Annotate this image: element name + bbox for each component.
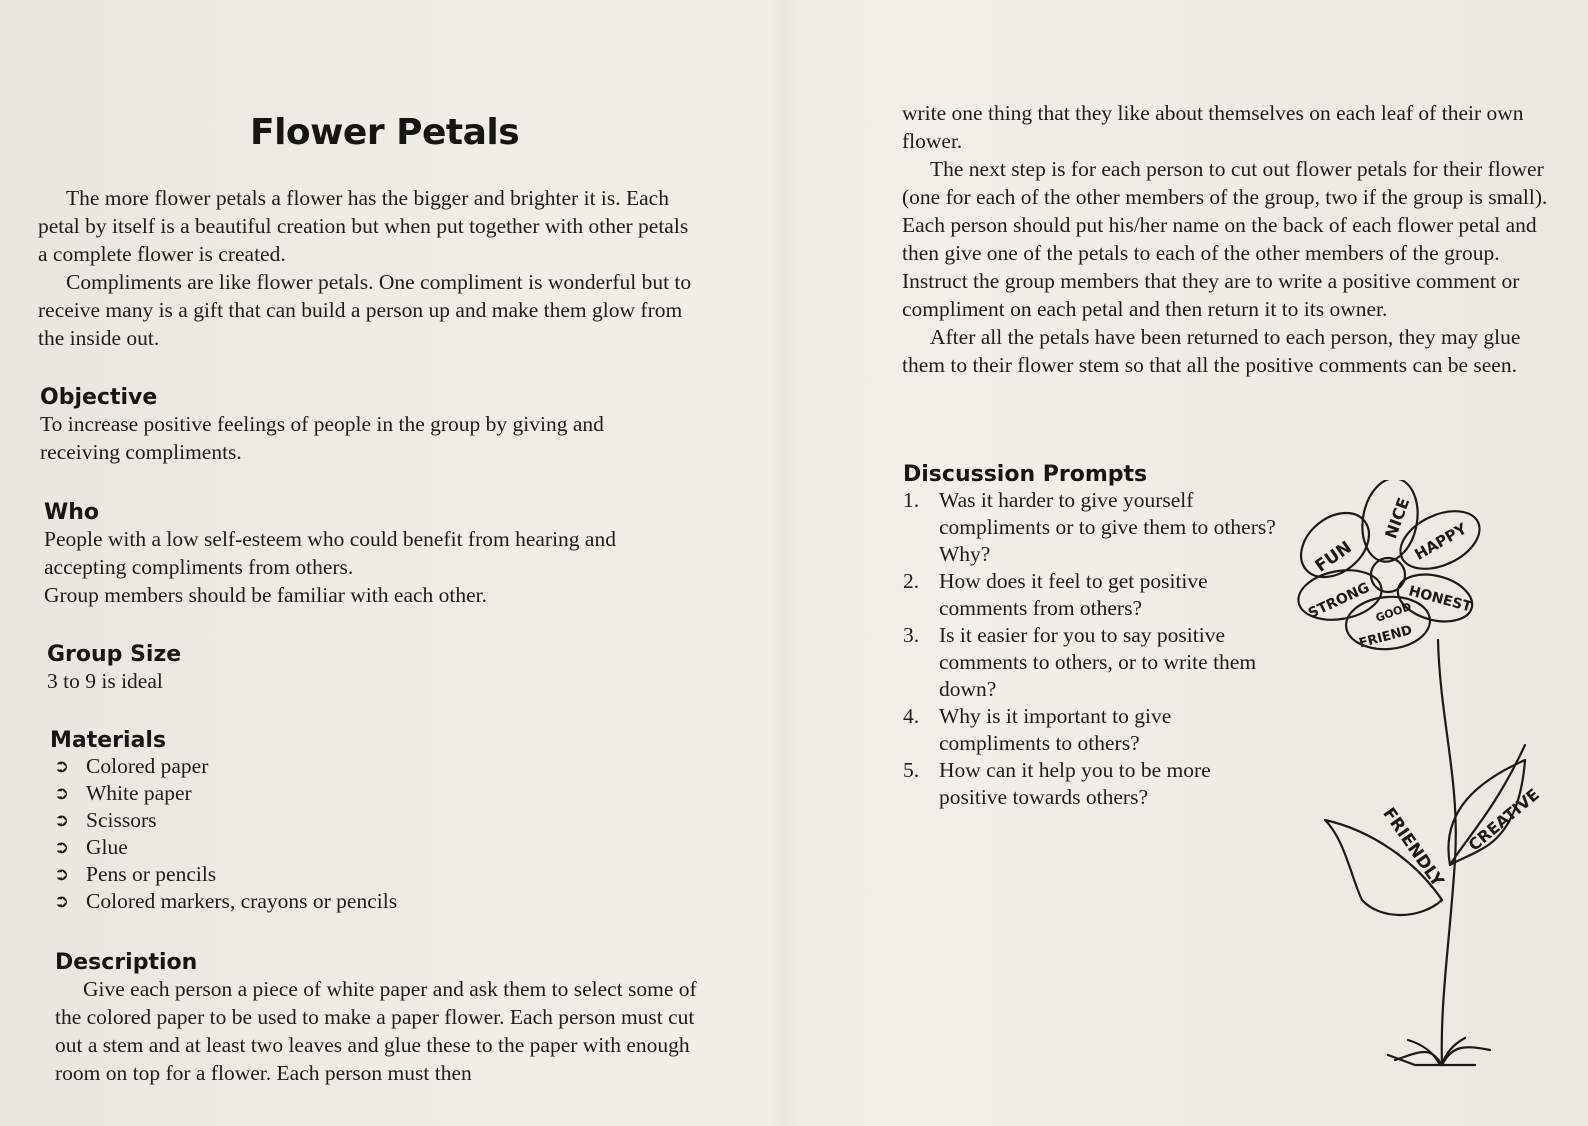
flower-center bbox=[1371, 558, 1405, 592]
description-text: Give each person a piece of white paper and ask them to select some of the colored paper to be used to make a paper flower. Each person must cut out a stem and at least two leaves and glue these to the paper with enough room on top for a flower. Each person must then bbox=[55, 977, 697, 1085]
petal-label-honest: HONEST bbox=[1406, 583, 1474, 616]
description-heading: Description bbox=[55, 950, 198, 975]
who-section bbox=[44, 500, 684, 609]
list-item: ➲ Glue bbox=[54, 835, 128, 859]
group-size-section bbox=[47, 642, 447, 695]
list-item: ➲ Pens or pencils bbox=[54, 862, 217, 886]
petal-label-good: GOOD bbox=[1373, 599, 1414, 625]
discussion-heading: Discussion Prompts bbox=[903, 462, 1148, 487]
who-text-1: People with a low self-esteem who could benefit from hearing and accepting compliments from others. bbox=[44, 527, 616, 579]
discussion-section bbox=[903, 462, 1283, 811]
list-item: 5. How can it help you to be more positive towards others? bbox=[903, 758, 1211, 809]
objective-text: To increase positive feelings of people in the group by giving and receiving compliments. bbox=[40, 412, 604, 464]
petal-label-strong: STRONG bbox=[1305, 579, 1373, 622]
leaf-label-friendly: FRIENDLY bbox=[1378, 804, 1448, 891]
list-item: ➲ Colored paper bbox=[54, 754, 209, 778]
arrow-bullet-icon: ➲ bbox=[54, 864, 70, 885]
arrow-bullet-icon: ➲ bbox=[54, 891, 70, 912]
list-item: 4. Why is it important to give compliments to others? bbox=[903, 704, 1172, 755]
group-size-text: 3 to 9 is ideal bbox=[47, 669, 163, 693]
intro-section bbox=[38, 184, 698, 352]
group-size-heading: Group Size bbox=[47, 642, 182, 667]
arrow-bullet-icon: ➲ bbox=[54, 783, 70, 804]
who-text-2: Group members should be familiar with each other. bbox=[44, 583, 488, 607]
discussion-list bbox=[903, 487, 1283, 811]
flower-stem bbox=[1438, 640, 1456, 1065]
intro-paragraph-2: Compliments are like flower petals. One compliment is wonderful but to receive many is a gift that can build a person up and make them glow from the inside out. bbox=[38, 270, 692, 350]
description-section bbox=[55, 950, 710, 1087]
materials-list bbox=[50, 753, 510, 915]
leaf-label-creative: CREATIVE bbox=[1464, 784, 1543, 855]
description-paragraph-2: The next step is for each person to cut out flower petals for their flower (one for each of the other members of the group, two if the group is small). Each person should put his/her name on the back of each flower petal and then give one of the petals to each of the other members of the group. Instruct the group members that they are to write a positive comment or compliment on each petal and then return it to its owner. bbox=[902, 157, 1548, 321]
arrow-bullet-icon: ➲ bbox=[54, 810, 70, 831]
petal-label-fun: FUN bbox=[1311, 537, 1356, 577]
description-continued bbox=[902, 99, 1552, 379]
arrow-bullet-icon: ➲ bbox=[54, 837, 70, 858]
list-item: ➲ Colored markers, crayons or pencils bbox=[54, 889, 398, 913]
arrow-bullet-icon: ➲ bbox=[54, 756, 70, 777]
who-heading: Who bbox=[44, 500, 100, 525]
petal-label-nice: NICE bbox=[1381, 495, 1414, 542]
description-continuation: write one thing that they like about themselves on each leaf of their own flower. bbox=[902, 101, 1524, 153]
petal-label-friend: FRIEND bbox=[1357, 622, 1414, 652]
list-item: 3. Is it easier for you to say positive comments to others, or to write them down? bbox=[903, 623, 1257, 701]
objective-heading: Objective bbox=[40, 385, 158, 410]
petal-label-happy: HAPPY bbox=[1411, 519, 1470, 564]
description-paragraph-3: After all the petals have been returned to each person, they may glue them to their flower stem so that all the positive comments can be seen. bbox=[902, 325, 1521, 377]
flower-illustration bbox=[1290, 480, 1550, 1090]
materials-section bbox=[50, 728, 510, 915]
list-item: 1. Was it harder to give yourself compliments or to give them to others? Why? bbox=[903, 488, 1276, 566]
list-item: 2. How does it feel to get positive comments from others? bbox=[903, 569, 1208, 620]
materials-heading: Materials bbox=[50, 728, 167, 753]
intro-paragraph-1: The more flower petals a flower has the bigger and brighter it is. Each petal by itself is a beautiful creation but when put together with other petals a complete flower is created. bbox=[38, 186, 689, 266]
page-title: Flower Petals bbox=[250, 112, 520, 153]
objective-section bbox=[40, 385, 680, 466]
list-item: ➲ Scissors bbox=[54, 808, 157, 832]
list-item: ➲ White paper bbox=[54, 781, 192, 805]
